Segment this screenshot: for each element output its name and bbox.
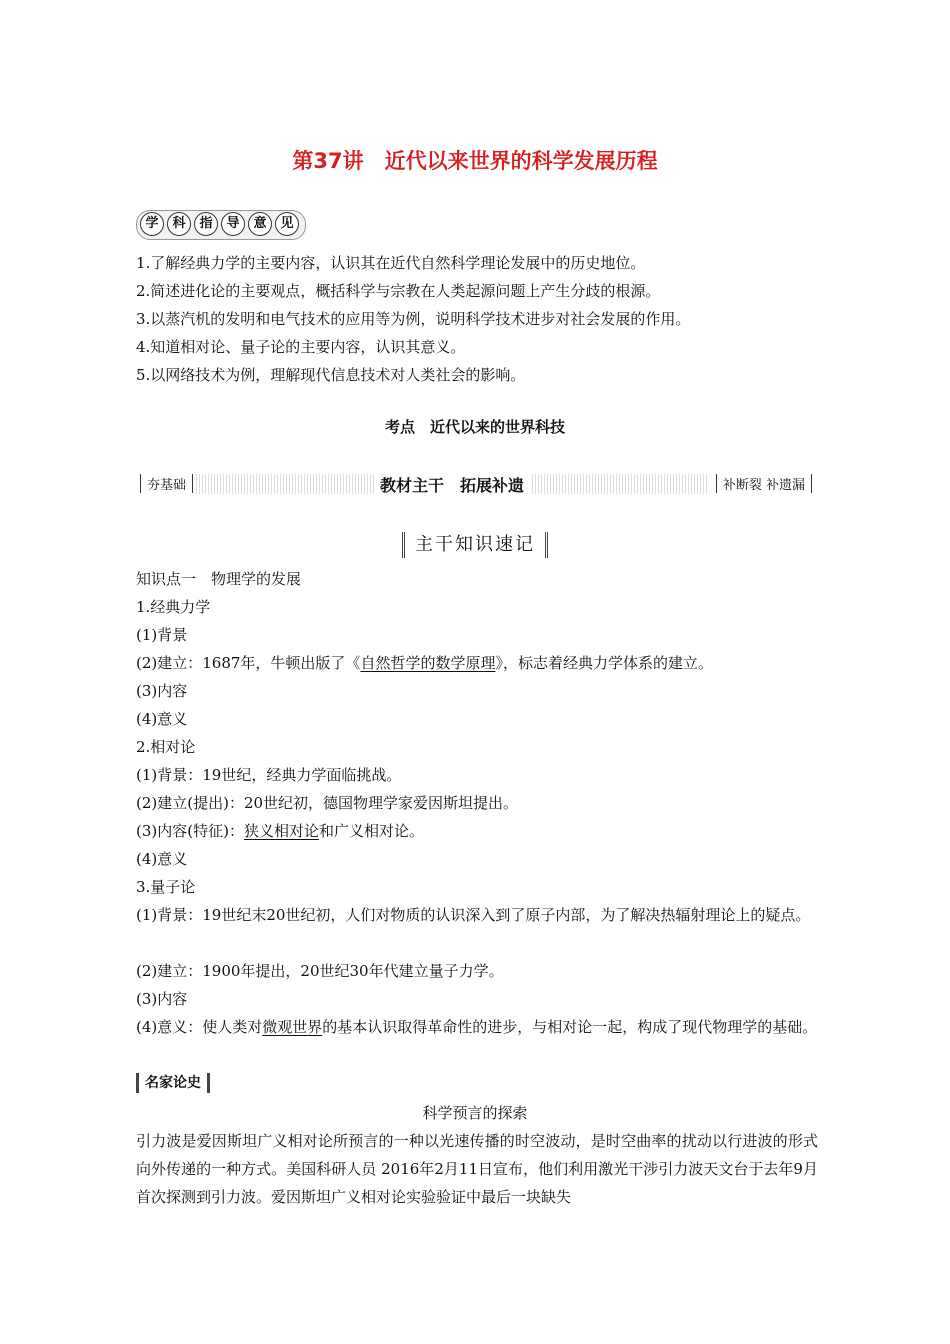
- body-block-1: [136, 565, 826, 901]
- text-line: (4)意义: [136, 850, 188, 868]
- text-span: (2)建立：1687年，牛顿出版了《: [136, 654, 361, 672]
- guide-list: [136, 249, 826, 389]
- guide-item: 4.知道相对论、量子论的主要内容，认识其意义。: [136, 338, 466, 356]
- section-banner: [140, 472, 812, 496]
- banner-middle: [196, 474, 708, 494]
- guide-badge-char: 指: [194, 212, 218, 236]
- text-line: (1)背景：19世纪，经典力学面临挑战。: [136, 766, 402, 784]
- underlined-term: 狭义相对论: [243, 822, 319, 840]
- text-line: (4)意义: [136, 710, 188, 728]
- body-block-2: [136, 957, 826, 1013]
- guide-badge-char: 导: [221, 212, 245, 236]
- essay-text: 引力波是爱因斯坦广义相对论所预言的一种以光速传播的时空波动，是时空曲率的扰动以行进波的形式向外传递的一种方式。美国科研人员 2016年2月11日宣布，他们利用激光干涉引力波天文台于去年9月首次探测到引力波。爱因斯坦广义相对论实验验证中最后一块缺失: [136, 1132, 818, 1206]
- section-heading-label: 主干知识速记: [402, 532, 548, 558]
- guide-item: 3.以蒸汽机的发明和电气技术的应用等为例，说明科学技术进步对社会发展的作用。: [136, 310, 691, 328]
- guide-badge-char: 学: [140, 212, 164, 236]
- text-line: (2)建立：1900年提出，20世纪30年代建立量子力学。: [136, 962, 504, 980]
- underlined-term: 微观世界: [262, 1018, 323, 1036]
- text-line: [136, 817, 826, 845]
- text-line: 1.经典力学: [136, 598, 211, 616]
- guide-badge-char: 意: [248, 212, 272, 236]
- text-span: (3)内容(特征)：: [136, 822, 244, 840]
- text-span: (4)意义：使人类对: [136, 1018, 263, 1036]
- guide-item: 5.以网络技术为例，理解现代信息技术对人类社会的影响。: [136, 366, 526, 384]
- banner-left-label: 夯基础: [140, 474, 193, 493]
- kaodian-heading: 考点 近代以来的世界科技: [384, 418, 565, 436]
- text-line: (2)建立(提出)：20世纪初，德国物理学家爱因斯坦提出。: [136, 794, 519, 812]
- banner-middle-label: 教材主干 拓展补遗: [374, 473, 530, 496]
- text-line: (1)背景: [136, 626, 188, 644]
- guide-badge: [140, 212, 299, 236]
- text-line: 3.量子论: [136, 878, 196, 896]
- guide-badge-char: 见: [275, 212, 299, 236]
- text-span: 的基本认识取得革命性的进步，与相对论一起，构成了现代物理学的基础。: [322, 1018, 818, 1036]
- mingjia-label: 名家论史: [136, 1073, 210, 1093]
- page-title: 第37讲 近代以来世界的科学发展历程: [292, 149, 658, 173]
- text-line: (3)内容: [136, 990, 188, 1008]
- paragraph: (1)背景：19世纪末20世纪初，人们对物质的认识深入到了原子内部，为了解决热辐射理论上的疑点。: [136, 906, 811, 924]
- underlined-term: 自然哲学的数学原理: [360, 654, 496, 672]
- text-span: 和广义相对论。: [318, 822, 424, 840]
- essay-title: 科学预言的探索: [422, 1104, 528, 1122]
- guide-badge-char: 科: [167, 212, 191, 236]
- section-heading: [0, 532, 950, 558]
- text-line: (3)内容: [136, 682, 188, 700]
- text-line: 知识点一 物理学的发展: [136, 570, 302, 588]
- text-line: 2.相对论: [136, 738, 196, 756]
- paragraph: [136, 1013, 818, 1041]
- guide-item: 2.简述进化论的主要观点，概括科学与宗教在人类起源问题上产生分歧的根源。: [136, 282, 661, 300]
- banner-right-label: 补断裂 补遗漏: [716, 474, 812, 493]
- text-line: [136, 649, 826, 677]
- text-span: 》，标志着经典力学体系的建立。: [495, 654, 713, 672]
- guide-item: 1.了解经典力学的主要内容，认识其在近代自然科学理论发展中的历史地位。: [136, 254, 646, 272]
